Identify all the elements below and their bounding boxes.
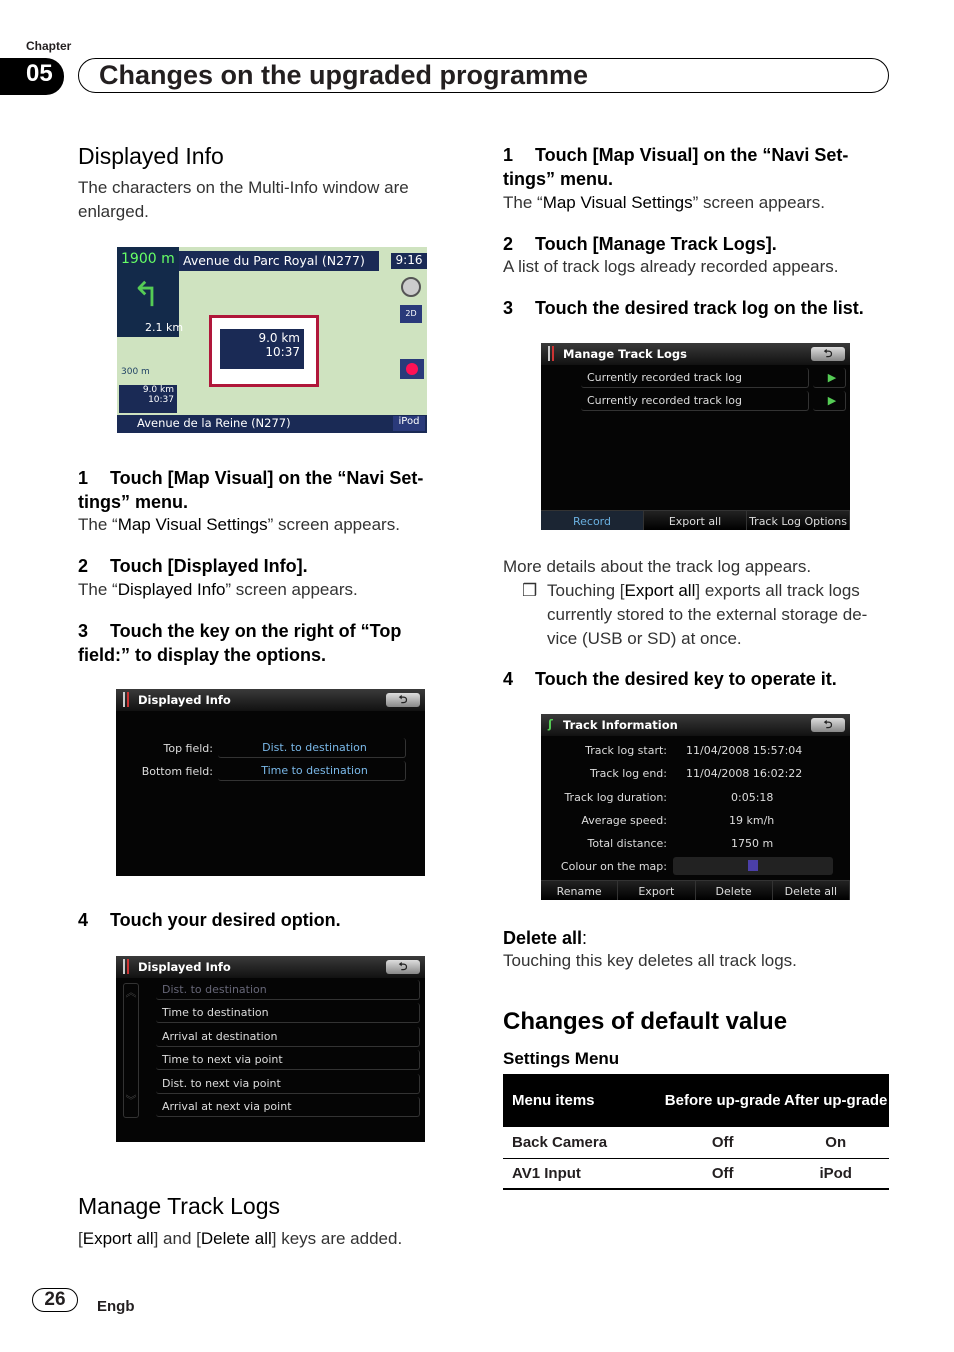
- left-step-2: 2 Touch [Displayed Info].: [78, 556, 308, 576]
- colour-selector[interactable]: [673, 857, 833, 875]
- right-step-1-text: The “Map Visual Settings” screen appears.: [503, 193, 825, 212]
- info-label: Track log duration:: [564, 791, 667, 804]
- left-step-4: 4 Touch your desired option.: [78, 910, 341, 930]
- record-button[interactable]: [400, 359, 424, 379]
- back-button[interactable]: ⮌: [386, 693, 420, 707]
- info-label: Track log start:: [585, 744, 667, 757]
- map-distance: 1900 m: [121, 251, 175, 267]
- manage-track-logs-screen: Manage Track Logs ⮌ Currently recorded track log ▶ Currently recorded track log ▶ Record Export all Track Log Options: [541, 343, 850, 530]
- table-row: AV1 Input Off iPod: [503, 1158, 889, 1189]
- tools-icon: [123, 692, 129, 707]
- track-icon: ʃ: [548, 717, 553, 731]
- map-street-top: Avenue du Parc Royal (N277): [179, 251, 379, 271]
- play-icon[interactable]: ▶: [813, 368, 846, 388]
- back-button[interactable]: ⮌: [811, 718, 845, 732]
- option-item[interactable]: Arrival at destination: [156, 1027, 420, 1047]
- option-list-screen: Displayed Info ⮌ ︽ ︾ Dist. to destination Time to destination Arrival at destination Time to next via point Dist. to next via point Arrival at next via point: [116, 956, 425, 1142]
- source-button[interactable]: iPod: [393, 416, 425, 431]
- info-value: 11/04/2008 15:57:04: [686, 744, 803, 757]
- more-details-text: More details about the track log appears.: [503, 557, 812, 576]
- delete-button[interactable]: Delete: [696, 881, 773, 900]
- track-information-screen: ʃ Track Information ⮌ Track log start: 11/04/2008 15:57:04 Track log end: 11/04/2008 16:02:22 Track log duration: 0:05:18 Average speed: 19 km/h Total distance: 1750 m Colour on the map: Rename Export Delete Delete all: [541, 714, 850, 900]
- option-item[interactable]: Arrival at next via point: [156, 1097, 420, 1117]
- section-heading-defaults: Changes of default value: [503, 1008, 788, 1035]
- info-label: Track log end:: [590, 767, 667, 780]
- column-header: Menu items: [503, 1074, 663, 1127]
- rename-button[interactable]: Rename: [541, 881, 618, 900]
- right-step-3: 3 Touch the desired track log on the list.: [503, 298, 864, 318]
- export-button[interactable]: Export: [618, 881, 695, 900]
- scroll-up-icon: ︽: [125, 986, 137, 999]
- top-field-button[interactable]: Dist. to destination: [218, 738, 406, 758]
- record-button[interactable]: Record: [541, 511, 644, 530]
- chapter-number: 05: [0, 58, 64, 95]
- option-item[interactable]: Dist. to destination: [156, 980, 420, 1000]
- intro-text: The characters on the Multi-Info window are enlarged.: [78, 178, 409, 221]
- map-sub-distance: 2.1 km: [145, 321, 184, 334]
- language-code: Engb: [97, 1298, 135, 1315]
- section-heading-displayed-info: Displayed Info: [78, 143, 224, 169]
- checkbox-bullet-icon: ❒: [522, 581, 538, 600]
- tools-icon: [548, 346, 554, 361]
- option-item[interactable]: Time to destination: [156, 1003, 420, 1023]
- info-value: 11/04/2008 16:02:22: [686, 767, 803, 780]
- right-step-2-text: A list of track logs already recorded appears.: [503, 257, 839, 276]
- column-header: After up-grade: [782, 1074, 889, 1127]
- option-item[interactable]: Dist. to next via point: [156, 1074, 420, 1094]
- map-scale: 300 m: [121, 367, 150, 377]
- track-log-item[interactable]: Currently recorded track log: [581, 368, 809, 388]
- turn-arrow-icon: ↰: [132, 275, 161, 315]
- info-value: 1750 m: [731, 837, 774, 850]
- multi-info-enlarged: 9.0 km 10:37: [220, 329, 304, 369]
- top-field-label: Top field:: [163, 742, 213, 755]
- left-step-3: 3 Touch the key on the right of “Top field:” to display the options.: [78, 621, 402, 665]
- page-title: Changes on the upgraded programme: [78, 58, 889, 93]
- track-log-item[interactable]: Currently recorded track log: [581, 391, 809, 411]
- back-button[interactable]: ⮌: [811, 347, 845, 361]
- track-log-options-button[interactable]: Track Log Options: [747, 511, 850, 530]
- map-screenshot: [117, 247, 427, 433]
- info-value: 0:05:18: [731, 791, 774, 804]
- manage-text: [Export all] and [Delete all] keys are added.: [78, 1229, 403, 1248]
- option-item[interactable]: Time to next via point: [156, 1050, 420, 1070]
- info-value: 19 km/h: [729, 814, 775, 827]
- displayed-info-screen: Displayed Info ⮌ Top field: Dist. to destination Bottom field: Time to destination: [116, 689, 425, 876]
- play-icon[interactable]: ▶: [813, 391, 846, 411]
- 2d-button[interactable]: 2D: [400, 305, 422, 323]
- right-step-1: 1 Touch [Map Visual] on the “Navi Set-tings” menu.: [503, 145, 849, 189]
- defaults-table: [503, 1074, 889, 1190]
- info-label: Total distance:: [587, 837, 667, 850]
- delete-all-button[interactable]: Delete all: [773, 881, 850, 900]
- page-number: 26: [32, 1288, 78, 1312]
- back-button[interactable]: ⮌: [386, 960, 420, 974]
- delete-all-title: Delete all:: [503, 928, 588, 948]
- delete-all-text: Touching this key deletes all track logs.: [503, 951, 797, 970]
- section-heading-manage-track-logs: Manage Track Logs: [78, 1193, 281, 1219]
- colour-label: Colour on the map:: [560, 860, 667, 873]
- left-step-1-text: The “Map Visual Settings” screen appears.: [78, 515, 400, 534]
- chapter-label: Chapter: [26, 39, 72, 53]
- compass-icon[interactable]: [401, 277, 421, 297]
- left-step-2-text: The “Displayed Info” screen appears.: [78, 580, 358, 599]
- right-step-4: 4 Touch the desired key to operate it.: [503, 669, 837, 689]
- bottom-field-button[interactable]: Time to destination: [218, 761, 406, 781]
- info-label: Average speed:: [581, 814, 667, 827]
- right-step-2: 2 Touch [Manage Track Logs].: [503, 234, 777, 254]
- scroll-down-icon: ︾: [125, 1094, 137, 1107]
- left-step-1: 1 Touch [Map Visual] on the “Navi Set-tings” menu.: [78, 468, 424, 512]
- scrollbar[interactable]: [123, 983, 139, 1118]
- table-row: Back Camera Off On: [503, 1127, 889, 1158]
- export-all-button[interactable]: Export all: [644, 511, 747, 530]
- note: ❒ Touching [Export all] exports all track logs currently stored to the external storage de-vice (USB or SD) at once.: [522, 581, 868, 648]
- column-header: Before up-grade: [663, 1074, 782, 1127]
- bottom-field-label: Bottom field:: [141, 765, 213, 778]
- map-street-bottom: Avenue de la Reine (N277): [117, 415, 427, 433]
- map-clock: 9:16: [391, 253, 427, 269]
- settings-menu-subheading: Settings Menu: [503, 1049, 620, 1068]
- multi-info-small: 9.0 km 10:37: [119, 385, 177, 413]
- tools-icon: [123, 959, 129, 974]
